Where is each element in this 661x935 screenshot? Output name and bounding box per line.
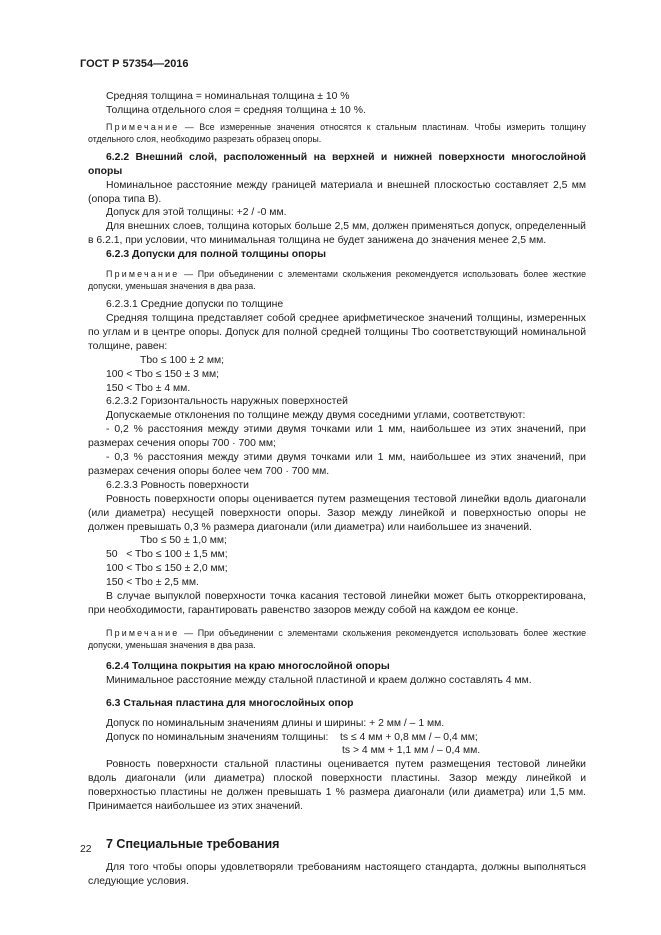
list-item: - 0,3 % расстояния между этими двумя точками или 1 мм, наибольшее из этих значений, при размерах сечения опоры более чем 700 · 700 мм. xyxy=(88,452,586,477)
page-number: 22 xyxy=(80,844,92,855)
formula: 150 < Tbo ± 2,5 мм. xyxy=(106,577,199,589)
heading-6-3: 6.3 Стальная пластина для многослойных опор xyxy=(106,697,354,709)
paragraph: Минимальное расстояние между стальной пластиной и краем должно составлять 4 мм. xyxy=(106,674,532,686)
note-label: Примечание xyxy=(106,627,180,638)
paragraph: Допуск по номинальным значениям толщины: ts ≤ 4 мм + 0,8 мм / – 0,4 мм; xyxy=(106,731,478,743)
heading-6-2-3-3: 6.2.3.3 Ровность поверхности xyxy=(106,479,249,491)
heading-6-2-3-2: 6.2.3.2 Горизонтальность наружных поверхностей xyxy=(106,396,348,408)
note xyxy=(88,627,586,651)
paragraph: Ровность поверхности стальной пластины оценивается путем размещения тестовой линейки вдоль диагонали (или диаметра) плоской поверхности пластины. Зазор между линейкой и поверхностью пластины не должен превышать 1 % размера диагонали (или диаметра) или 1,5 мм. Принимается наибольшее из этих значений. xyxy=(88,759,586,813)
paragraph: Допускаемые отклонения по толщине между двумя соседними углами, соответствуют: xyxy=(106,410,526,422)
heading-6-2-4: 6.2.4 Толщина покрытия на краю многослойной опоры xyxy=(106,660,390,672)
paragraph: Для того чтобы опоры удовлетворяли требованиям настоящего стандарта, должны выполняться следующие условия. xyxy=(88,861,586,887)
note-text: — При объединении с элементами скольжения рекомендуется использовать более жесткие допуски, уменьшая значения в два раза. xyxy=(88,269,586,292)
formula: 50 < Tbo ≤ 100 ± 1,5 мм; xyxy=(106,549,228,561)
document-code: ГОСТ Р 57354—2016 xyxy=(80,58,189,70)
heading-6-2-2: 6.2.2 Внешний слой, расположенный на верхней и нижней поверхности многослойной опоры xyxy=(88,151,586,177)
note-text: — Все измеренные значения относятся к стальным пластинам. Чтобы измерить толщину отдельного слоя, необходимо разрезать образец опоры. xyxy=(88,121,586,144)
section-7-title: 7 Специальные требования xyxy=(106,836,280,851)
note xyxy=(88,121,586,145)
formula: 150 < Tbo ± 4 мм. xyxy=(106,382,191,394)
heading-6-2-3-1: 6.2.3.1 Средние допуски по толщине xyxy=(106,299,284,311)
paragraph: Для внешних слоев, толщина которых больше 2,5 мм, должен применяться допуск, определенный в 6.2.1, при условии, что минимальная толщина не будет занижена до значения менее 2,5 мм. xyxy=(88,221,586,247)
note-label: Примечание xyxy=(106,269,180,280)
page-content xyxy=(88,90,586,889)
paragraph: Допуск для этой толщины: +2 / -0 мм. xyxy=(106,207,287,219)
paragraph: Ровность поверхности опоры оценивается путем размещения тестовой линейки вдоль диагонали (или диаметра) несущей поверхности опоры. Зазор между линейкой и поверхностью опоры не должен превышать 0,3 % размера диагонали (или диаметра) или наибольшее из значений. xyxy=(88,493,586,533)
list-item: - 0,2 % расстояния между этими двумя точками или 1 мм, наибольшее из этих значений, при размерах сечения опоры 700 · 700 мм; xyxy=(88,424,586,450)
heading-6-2-3: 6.2.3 Допуски для полной толщины опоры xyxy=(106,249,326,261)
formula: 100 < Tbo ≤ 150 ± 2,0 мм; xyxy=(106,563,228,575)
note-text: — При объединении с элементами скольжения рекомендуется использовать более жесткие допуски, уменьшая значения в два раза. xyxy=(88,627,586,650)
note xyxy=(88,268,586,292)
paragraph: Средняя толщина представляет собой среднее арифметическое значений толщины, измеренных по углам и в центре опоры. Допуск для полной средней толщины Tbo соответствующий номинальной толщине, равен: xyxy=(88,312,586,352)
formula: 100 < Tbo ≤ 150 ± 3 мм; xyxy=(106,368,220,380)
paragraph: Номинальное расстояние между границей материала и внешней плоскостью составляет 2,5 мм (опора типа В). xyxy=(88,179,586,205)
formula: Tbo ≤ 50 ± 1,0 мм; xyxy=(140,535,227,547)
paragraph: Толщина отдельного слоя = средняя толщина ± 10 %. xyxy=(106,104,366,116)
paragraph: ts > 4 мм + 1,1 мм / – 0,4 мм. xyxy=(342,745,481,757)
note-label: Примечание xyxy=(106,121,180,132)
paragraph: В случае выпуклой поверхности точка касания тестовой линейки может быть откорректирована, при необходимости, гарантировать равенство зазоров между собой на каждом ее конце. xyxy=(88,591,586,616)
paragraph: Средняя толщина = номинальная толщина ± 10 % xyxy=(106,91,350,102)
paragraph: Допуск по номинальным значениям длины и ширины: + 2 мм / – 1 мм. xyxy=(106,717,445,729)
formula: Tbo ≤ 100 ± 2 мм; xyxy=(140,354,225,366)
